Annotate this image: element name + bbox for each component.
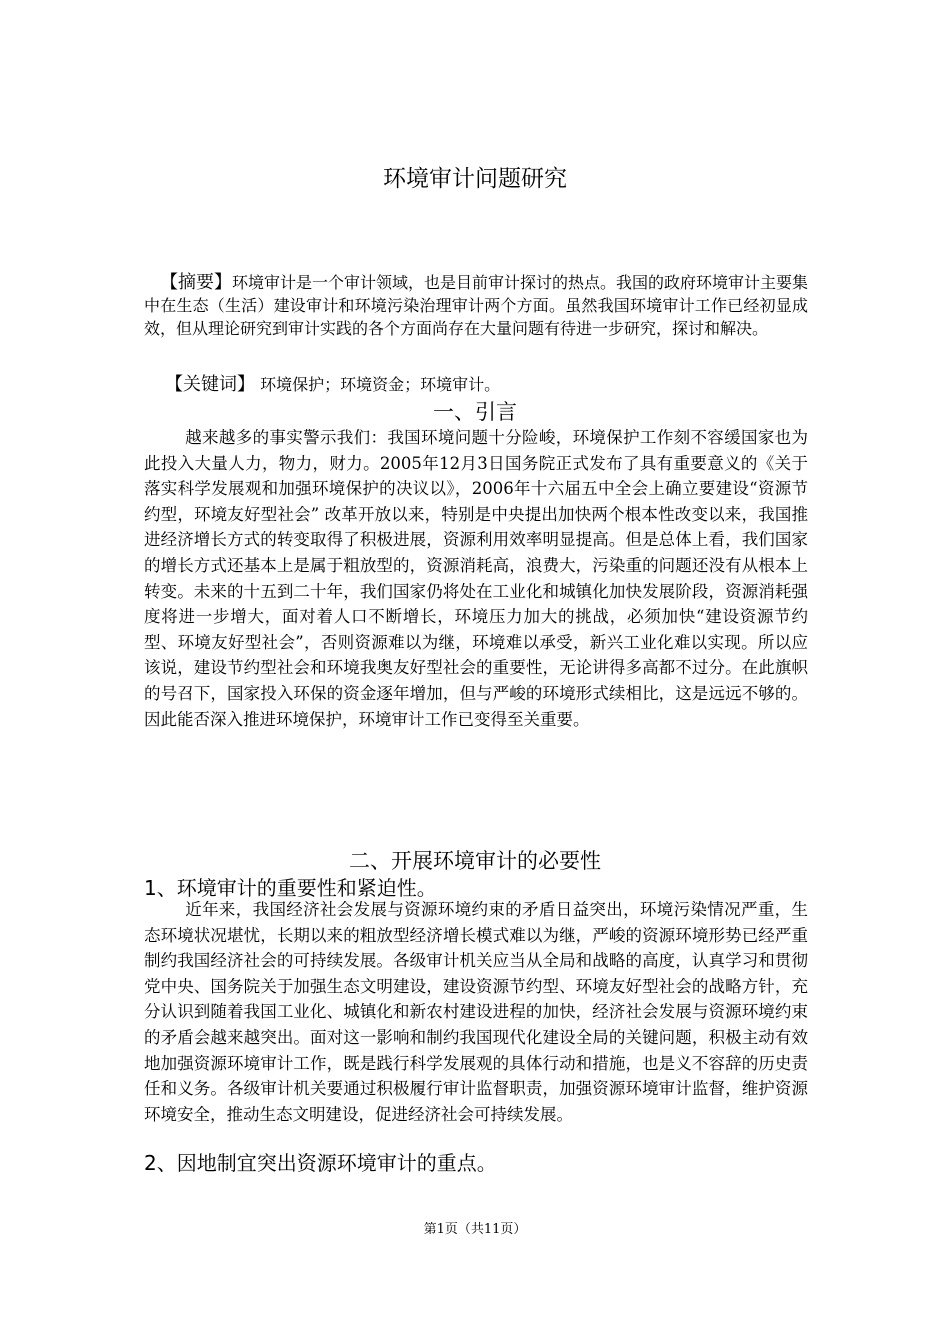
abstract-label: 【摘要】	[160, 272, 232, 293]
importance-paragraph: 近年来，我国经济社会发展与资源环境约束的矛盾日益突出，环境污染情况严重，生态环境状况堪忧，长期以来的粗放型经济增长模式难以为继，严峻的资源环境形势已经严重制约我国经济社会的可持续发展。各级审计机关应当从全局和战略的高度，认真学习和贯彻党中央、国务院关于加强生态文明建设，建设资源节约型、环境友好型社会的战略方针，充分认识到随着我国工业化、城镇化和新农村建设进程的加快，经济社会发展与资源环境约束的矛盾会越来越突出。面对这一影响和制约我国现代化建设全局的关键问题，积极主动有效地加强资源环境审计工作，既是践行科学发展观的具体行动和措施，也是义不容辞的历史责任和义务。各级审计机关要通过积极履行审计监督职责，加强资源环境审计监督，维护资源环境安全，推动生态文明建设，促进经济社会可持续发展。	[144, 900, 808, 1124]
section-heading-necessity: 二、开展环境审计的必要性	[349, 849, 601, 873]
subsection-heading-focus: 2、因地制宜突出资源环境审计的重点。	[144, 1151, 497, 1175]
introduction-paragraph: 越来越多的事实警示我们：我国环境问题十分险峻，环境保护工作刻不容缓国家也为此投入大量人力，物力，财力。2005年12月3日国务院正式发布了具有重要意义的《关于落实科学发展观和加强环境保护的决议以》，2006年十六届五中全会上确立要建设“资源节约型，环境友好型社会” 改革开放以来，特别是中央提出加快两个根本性改变以来，我国推进经济增长方式的转变取得了积极进展，资源利用效率明显提高。但是总体上看，我们国家的增长方式还基本上是属于粗放型的，资源消耗高，浪费大，污染重的问题还没有从根本上转变。未来的十五到二十年，我们国家仍将处在工业化和城镇化加快发展阶段，资源消耗强度将进一步增大，面对着人口不断增长，环境压力加大的挑战，必须加快“建设资源节约型、环境友好型社会”，否则资源难以为继，环境难以承受，新兴工业化难以实现。所以应该说，建设节约型社会和环境我奥友好型社会的重要性，无论讲得多高都不过分。在此旗帜的号召下，国家投入环保的资金逐年增加，但与严峻的环境形式续相比，这是远远不够的。因此能否深入推进环境保护，环境审计工作已变得至关重要。	[144, 428, 808, 729]
page-footer: 第1页（共11页）	[423, 1222, 527, 1237]
abstract-text: 环境审计是一个审计领域，也是目前审计探讨的热点。我国的政府环境审计主要集中在生态（生活）建设审计和环境污染治理审计两个方面。虽然我国环境审计工作已经初显成效，但从理论研究到审计实践的各个方面尚存在大量问题有待进一步研究，探讨和解决。	[144, 273, 809, 338]
document-title: 环境审计问题研究	[383, 166, 567, 192]
abstract	[144, 271, 808, 340]
keywords-label: 【关键词】	[165, 374, 255, 395]
section-heading-introduction: 一、引言	[433, 400, 517, 424]
subsection-heading-importance: 1、环境审计的重要性和紧迫性。	[144, 876, 437, 900]
keywords	[165, 373, 805, 396]
keywords-text: 环境保护；环境资金；环境审计。	[260, 375, 501, 394]
